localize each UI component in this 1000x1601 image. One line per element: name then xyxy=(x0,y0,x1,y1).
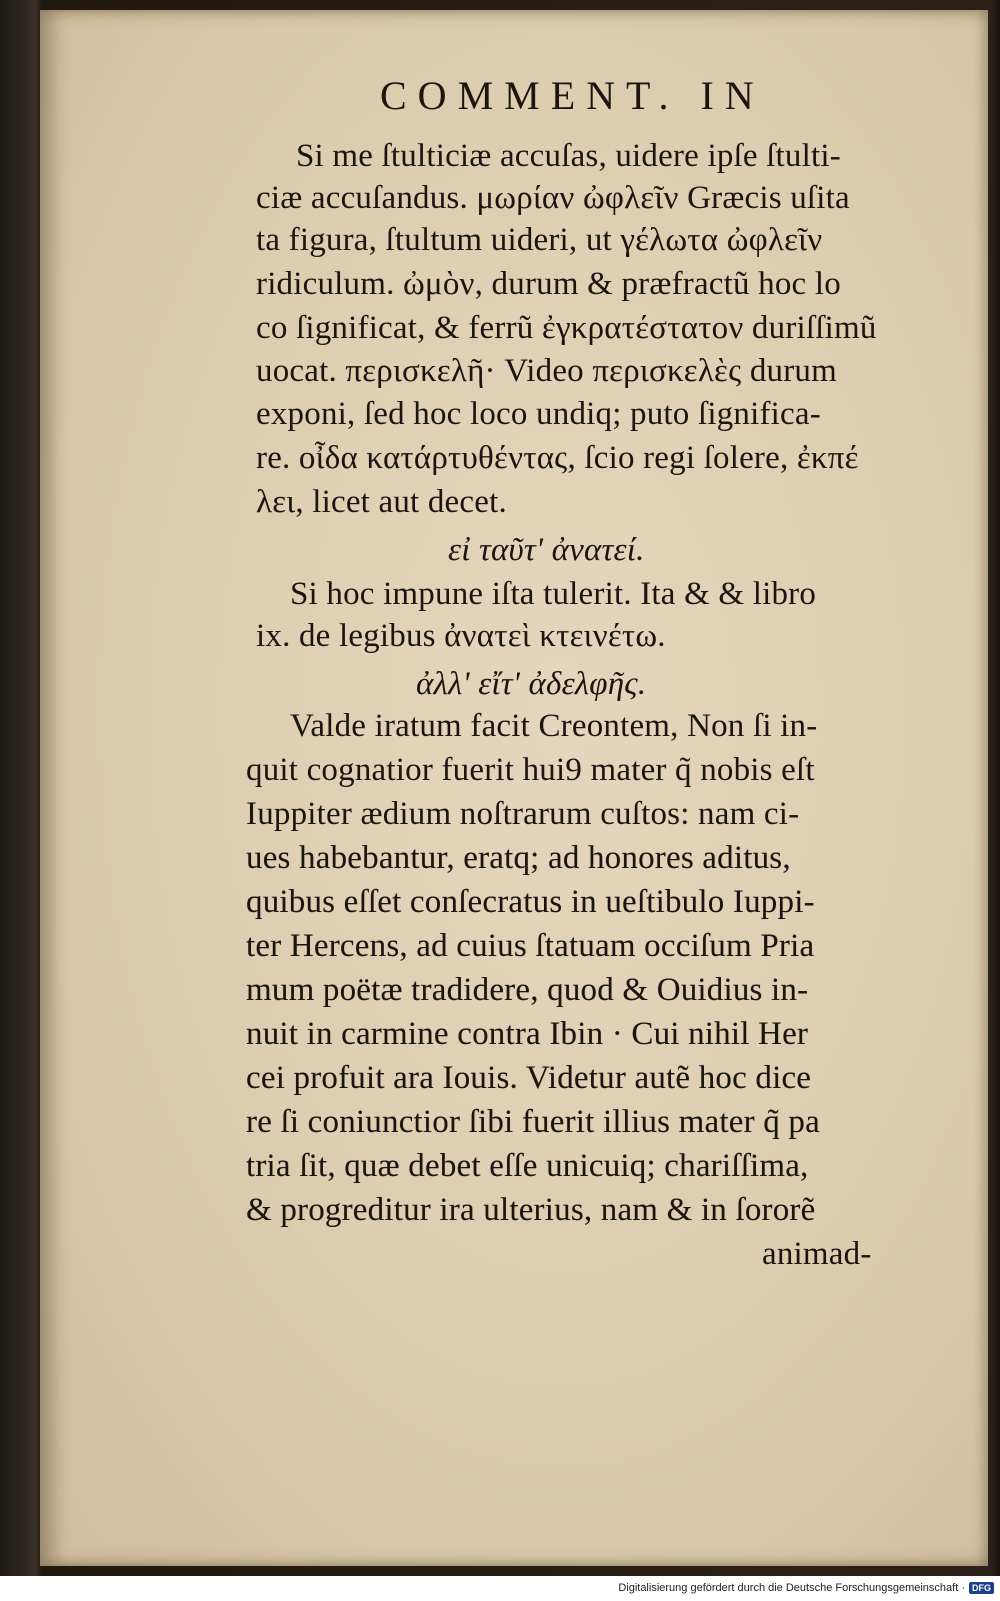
text-line: Si me ſtulticiæ accuſas, uidere ipſe ſtulti- xyxy=(296,138,841,174)
catchword: animad- xyxy=(762,1236,872,1272)
text-line: exponi, ſed hoc loco undiq; puto ſignifica- xyxy=(256,396,821,432)
text-line: uocat. περισκελῆ· Video περισκελὲς durum xyxy=(256,353,837,389)
digitization-credit xyxy=(618,1582,994,1594)
text-line: & progreditur ira ulterius, nam & in ſororẽ xyxy=(246,1192,816,1228)
text-line: ta figura, ſtultum uideri, ut γέλωτα ὠφλεῖν xyxy=(256,222,823,258)
running-head: COMMENT. IN xyxy=(380,73,765,118)
text-line: co ſignificat, & ferrũ ἐγκρατέστατον duriſſimũ xyxy=(256,310,877,346)
text-line: ix. de legibus ἀνατεὶ κτεινέτω. xyxy=(256,618,666,654)
greek-verse-line: ἀλλ' εἴτ' ἀδελφῆς. xyxy=(416,666,647,702)
credit-text: Digitalisierung gefördert durch die Deutsche Forschungsgemeinschaft · xyxy=(618,1582,965,1594)
dfg-logo: DFG xyxy=(969,1582,994,1594)
text-line: ues habebantur, eratq; ad honores aditus, xyxy=(246,840,791,876)
text-line: re. οἶδα κατάρτυθέντας, ſcio regi ſolere, ἐκπέ xyxy=(256,440,859,476)
text-line: mum poëtæ tradidere, quod & Ouidius in- xyxy=(246,972,809,1008)
text-line: λει, licet aut decet. xyxy=(256,484,507,520)
text-line: cei profuit ara Iouis. Videtur autẽ hoc dice xyxy=(246,1060,812,1096)
text-line: Si hoc impune iſta tulerit. Ita & & libro xyxy=(290,576,817,612)
text-line: ciæ accuſandus. μωρίαν ὠφλεῖν Græcis uſita xyxy=(256,180,850,216)
text-line: ridiculum. ὠμὸν, durum & præfractũ hoc lo xyxy=(256,266,841,302)
text-line: nuit in carmine contra Ibin · Cui nihil Her xyxy=(246,1016,809,1052)
text-line: tria ſit, quæ debet eſſe unicuiq; chariſſima, xyxy=(246,1148,809,1184)
text-line: quit cognatior fuerit hui9 mater q̃ nobis eſt xyxy=(246,752,815,788)
text-line: Valde iratum facit Creontem, Non ſi in- xyxy=(290,708,818,744)
text-line: quibus eſſet conſecratus in ueſtibulo Iuppi- xyxy=(246,884,815,920)
text-line: re ſi coniunctior ſibi fuerit illius mater q̃ pa xyxy=(246,1104,820,1140)
book-page xyxy=(40,10,988,1566)
text-line: Iuppiter ædium noſtrarum cuſtos: nam ci- xyxy=(246,796,800,832)
text-line: ter Hercens, ad cuius ſtatuam occiſum Pria xyxy=(246,928,815,964)
greek-verse-line: εἰ ταῦτ' ἀνατεί. xyxy=(448,532,645,568)
